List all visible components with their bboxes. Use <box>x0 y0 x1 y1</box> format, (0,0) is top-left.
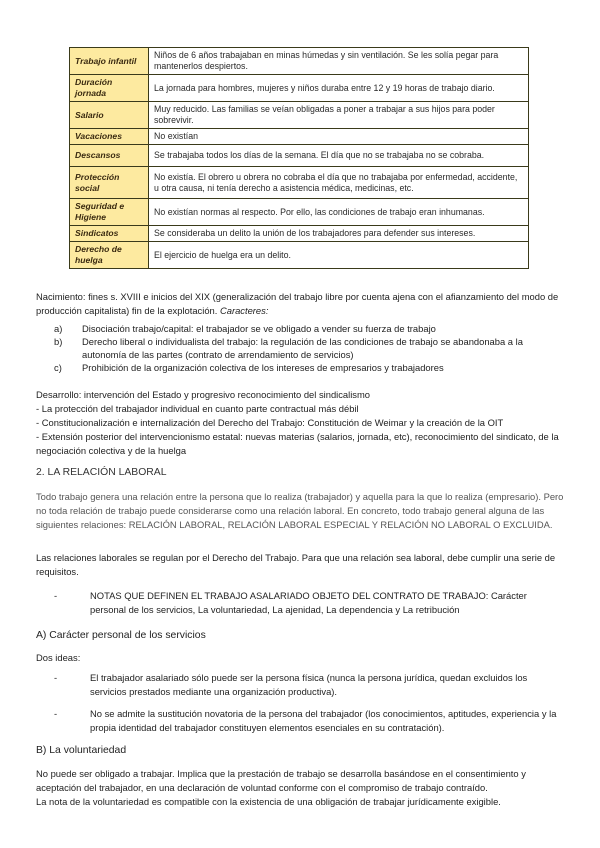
caracteres-list <box>36 322 564 374</box>
table-cell-value: No existían <box>149 129 529 145</box>
desarrollo-line: Desarrollo: intervención del Estado y progresivo reconocimiento del sindicalismo <box>36 389 371 400</box>
table-row <box>70 129 529 145</box>
table-cell-key: Duración jornada <box>70 75 149 102</box>
list-item <box>36 707 564 735</box>
table-cell-key: Derecho de huelga <box>70 242 149 269</box>
list-item-text: Disociación trabajo/capital: el trabajador se ve obligado a vender su fuerza de trabajo <box>82 323 436 334</box>
list-item-text: No se admite la sustitución novatoria de la persona del trabajador (los conocimientos, aptitudes, experiencia y la propia identidad del trabajador constituyen elementos esenciales en su contratación). <box>90 708 557 733</box>
notas-list <box>36 589 564 617</box>
list-item-text: El trabajador asalariado sólo puede ser la persona física (nunca la persona jurídica, quedan excluidos los servicios prestados mediante una organización productiva). <box>90 672 528 697</box>
desarrollo-block <box>36 388 564 458</box>
list-marker: c) <box>54 362 62 373</box>
table-cell-value: Se trabajaba todos los días de la semana. El día que no se trabajaba no se cobraba. <box>149 145 529 167</box>
voluntariedad-p1: No puede ser obligado a trabajar. Implica que la prestación de trabajo se desarrolla basándose en el consentimiento y aceptación del trabajador, en una declaración de voluntad conforme con el compromiso de trabajo contraído. <box>36 768 526 793</box>
table-row <box>70 75 529 102</box>
table-cell-value: La jornada para hombres, mujeres y niños duraba entre 12 y 19 horas de trabajo diario. <box>149 75 529 102</box>
list-item-text: Derecho liberal o individualista del trabajo: la regulación de las condiciones de trabajo se abandonaba a la autonomía de las partes (contrato de arrendamiento de servicios) <box>82 336 523 360</box>
table-row <box>70 226 529 242</box>
table-cell-value: Muy reducido. Las familias se veían obligadas a poner a trabajar a sus hijos para poder sobrevivir. <box>149 102 529 129</box>
list-item <box>36 671 564 699</box>
table-row <box>70 102 529 129</box>
section-2-title: 2. LA RELACIÓN LABORAL <box>36 467 167 478</box>
section-a-title: A) Carácter personal de los servicios <box>36 630 206 641</box>
list-item <box>36 322 564 335</box>
table-row <box>70 167 529 199</box>
list-item-text: Prohibición de la organización colectiva de los intereses de empresarios y trabajadores <box>82 362 444 373</box>
table-cell-key: Sindicatos <box>70 226 149 242</box>
desarrollo-line: - Extensión posterior del intervencionismo estatal: nuevas materias (salarios, jornada, etc), reconocimiento del sindicato, de la negociación colectiva y de la huelga <box>36 431 559 456</box>
requisitos-paragraph: Las relaciones laborales se regulan por el Derecho del Trabajo. Para que una relación sea laboral, debe cumplir una serie de requisitos. <box>36 552 556 577</box>
list-item <box>36 335 564 361</box>
list-marker: - <box>54 590 58 601</box>
nacimiento-label: Nacimiento <box>36 291 83 302</box>
list-marker: - <box>54 708 58 719</box>
table-cell-value: No existía. El obrero u obrera no cobraba el día que no trabajaba por enfermedad, accidente, u otra causa, ni tenía derecho a asistencia médica, medicinas, etc. <box>149 167 529 199</box>
table-cell-value: Niños de 6 años trabajaban en minas húmedas y sin ventilación. Se les solía pegar para mantenerlos despiertos. <box>149 48 529 75</box>
voluntariedad-paragraph <box>36 767 564 809</box>
table-cell-key: Vacaciones <box>70 129 149 145</box>
table-cell-key: Protección social <box>70 167 149 199</box>
caracteres-label: Caracteres: <box>219 305 269 316</box>
table-row <box>70 48 529 75</box>
list-item-text: NOTAS QUE DEFINEN EL TRABAJO ASALARIADO OBJETO DEL CONTRATO DE TRABAJO: Carácter personal de los servicios, La voluntariedad, La ajenidad, La dependencia y La retribución <box>90 590 527 615</box>
list-item <box>36 361 564 374</box>
table-row <box>70 242 529 269</box>
list-marker: a) <box>54 323 63 334</box>
list-marker: b) <box>54 336 63 347</box>
nacimiento-paragraph <box>36 290 564 318</box>
table-cell-value: El ejercicio de huelga era un delito. <box>149 242 529 269</box>
section-b-title: B) La voluntariedad <box>36 745 127 756</box>
table-cell-value: No existían normas al respecto. Por ello, las condiciones de trabajo eran inhumanas. <box>149 199 529 226</box>
table-cell-key: Seguridad e Higiene <box>70 199 149 226</box>
desarrollo-line: - La protección del trabajador individual en cuanto parte contractual más débil <box>36 403 359 414</box>
table-row <box>70 145 529 167</box>
dos-ideas-label: Dos ideas: <box>36 652 81 663</box>
list-marker: - <box>54 672 58 683</box>
table-cell-key: Salario <box>70 102 149 129</box>
working-conditions-table <box>69 47 529 269</box>
section-2-intro: Todo trabajo genera una relación entre la persona que lo realiza (trabajador) y aquella para la que lo realiza (empresario). Pero no toda relación de trabajo puede considerarse como una relación laboral. En concreto, todo trabajo general alguna de las siguientes relaciones: RELACIÓN LABORAL, RELACIÓN LABORAL ESPECIAL Y RELACIÓN NO LABORAL O EXCLUIDA. <box>36 491 564 530</box>
table-row <box>70 199 529 226</box>
section-a-list <box>36 671 564 735</box>
table-cell-value: Se consideraba un delito la unión de los trabajadores para defender sus intereses. <box>149 226 529 242</box>
desarrollo-line: - Constitucionalización e internalización del Derecho del Trabajo: Constitución de Weimar y la creación de la OIT <box>36 417 504 428</box>
voluntariedad-p2: La nota de la voluntariedad es compatible con la existencia de una obligación de trabajar jurídicamente exigible. <box>36 796 501 807</box>
nacimiento-text: : fines s. XVIII e inicios del XIX (generalización del trabajo libre por cuenta ajena con el afianzamiento del modo de producción capitalista) fin de la explotación. <box>36 291 559 316</box>
list-item <box>36 589 564 617</box>
table-cell-key: Trabajo infantil <box>70 48 149 75</box>
table-cell-key: Descansos <box>70 145 149 167</box>
